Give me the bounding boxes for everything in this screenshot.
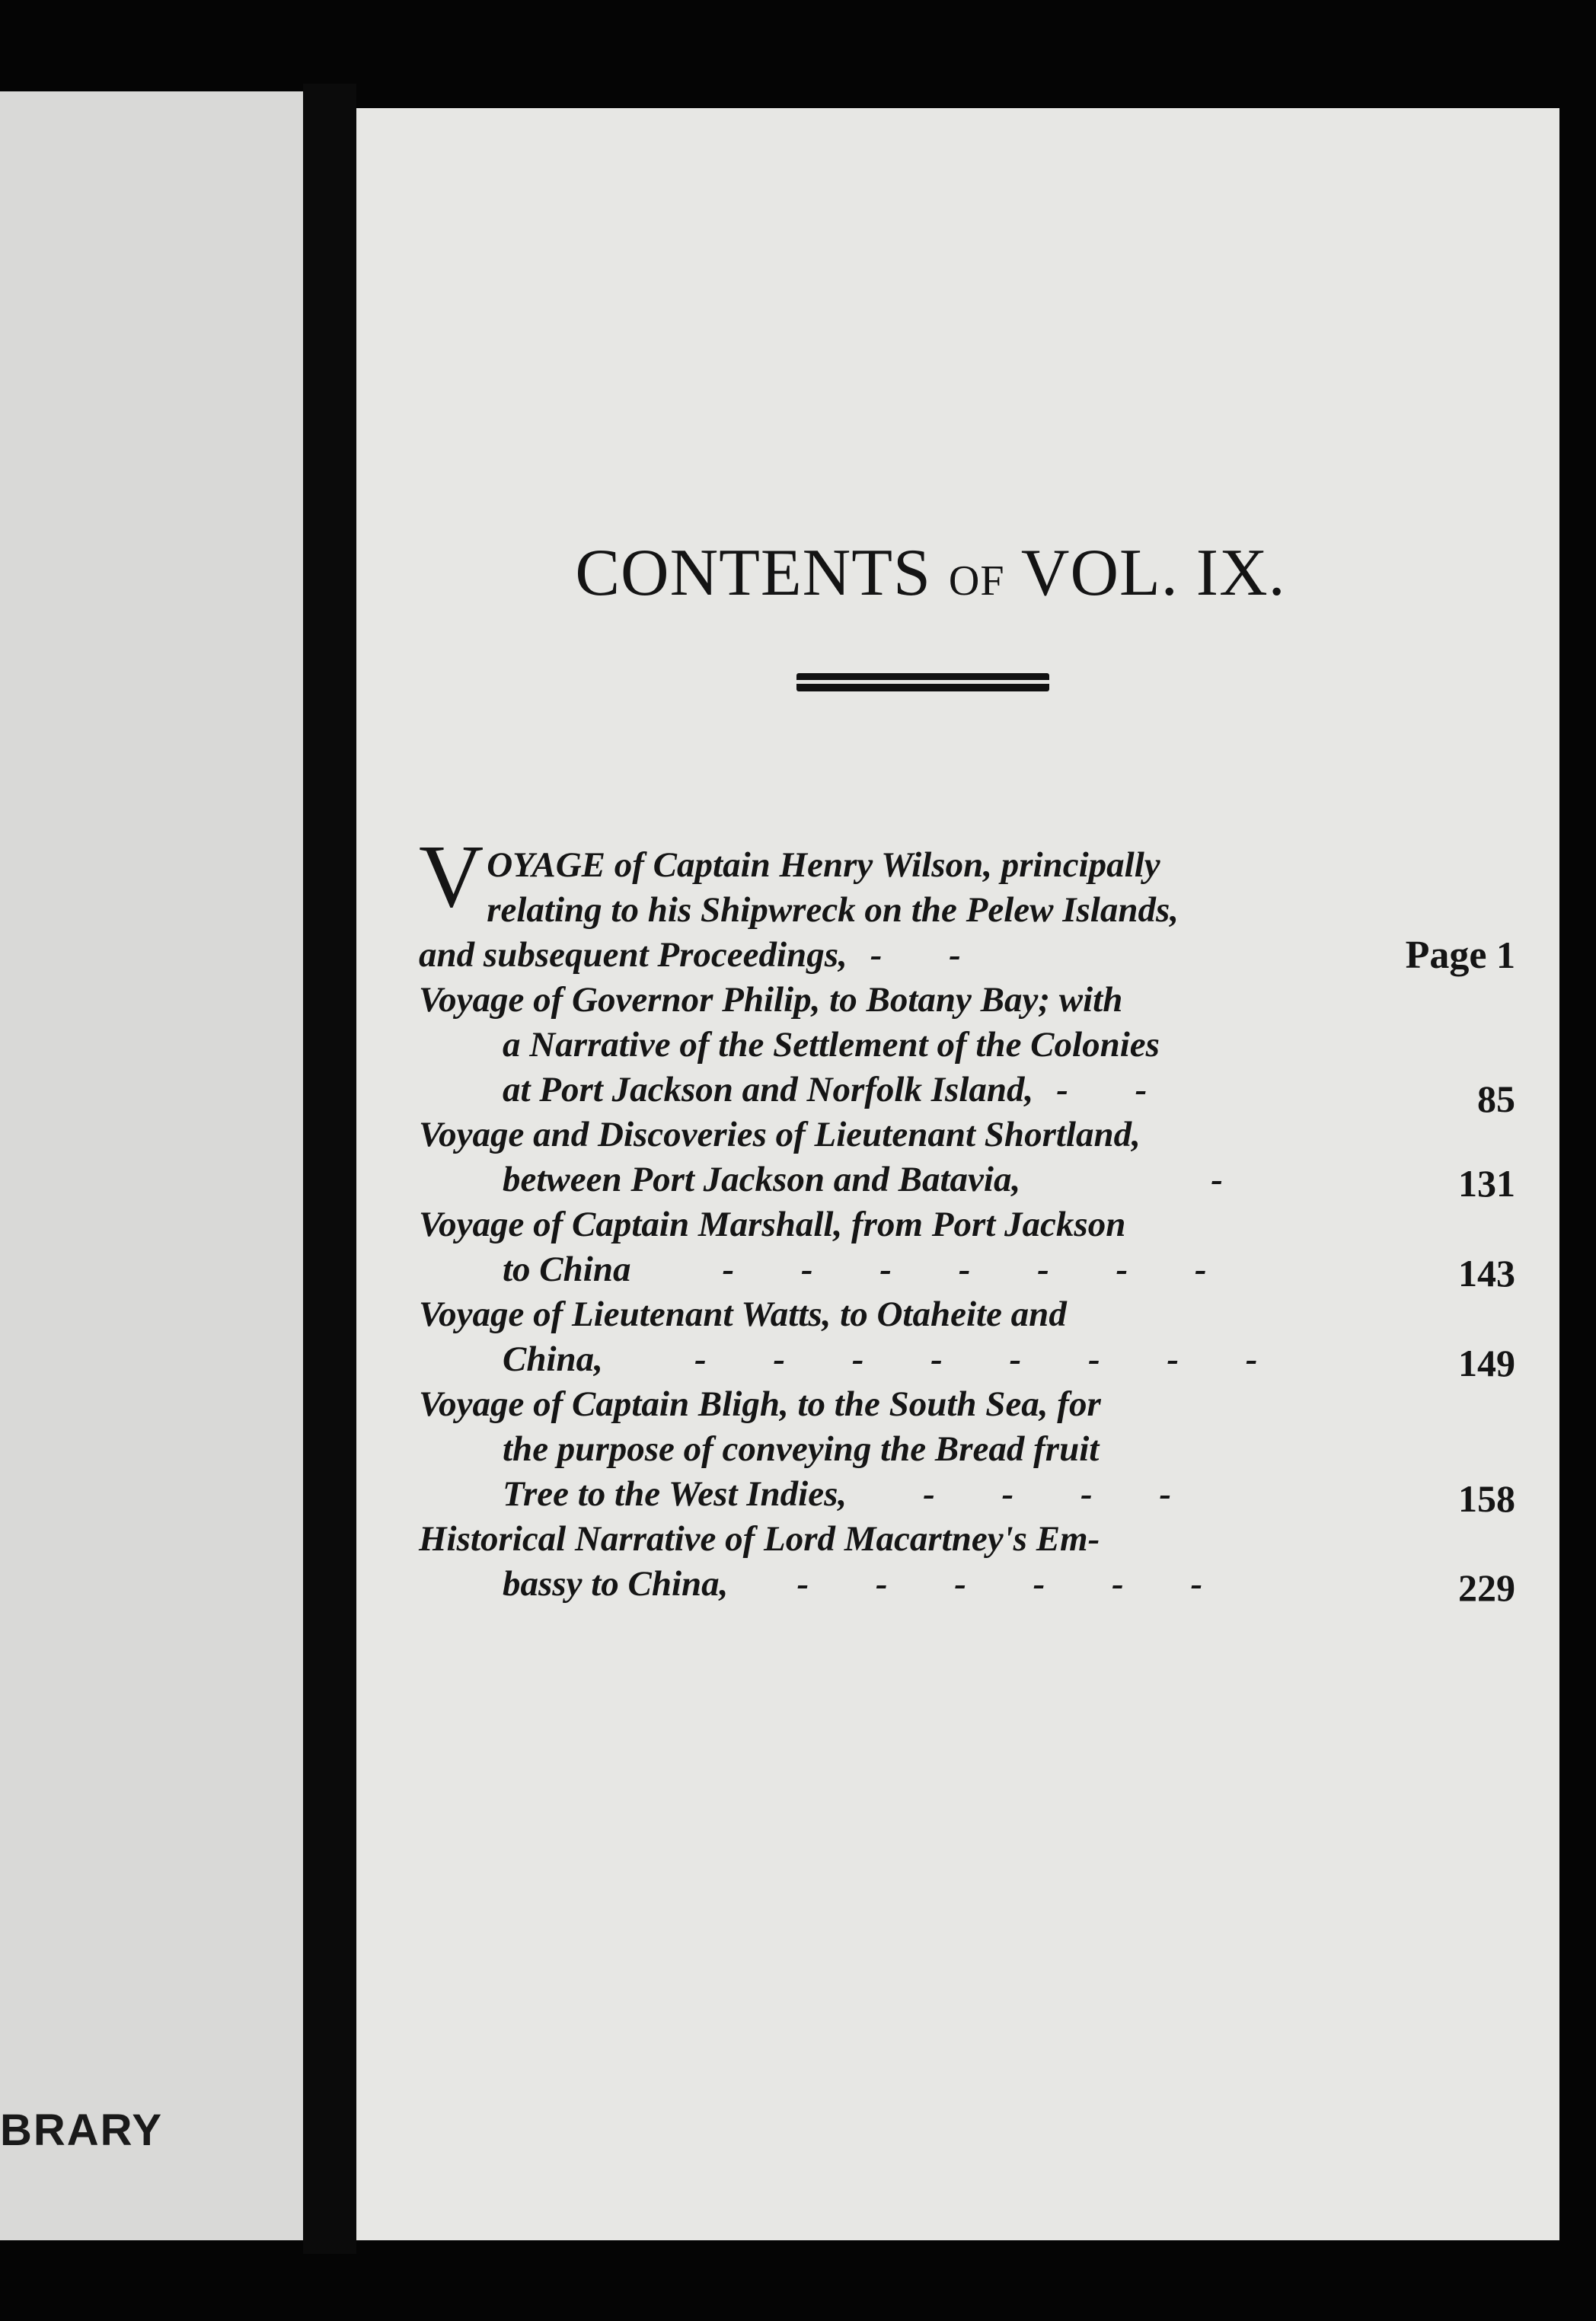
toc-entry-watts (419, 1292, 1515, 1382)
entry-line-text: and subsequent Proceedings, (419, 935, 847, 975)
entry-line: Voyage of Captain Marshall, from Port Jackson (419, 1205, 1126, 1244)
entry-line: OYAGE of Captain Henry Wilson, principally (487, 845, 1160, 885)
toc-entry-wilson (419, 826, 1515, 978)
entry-line-text: at Port Jackson and Norfolk Island, (503, 1070, 1034, 1109)
toc-entry-macartney (419, 1517, 1515, 1607)
title-contents: CONTENTS (575, 536, 931, 610)
page-number: 131 (1458, 1162, 1515, 1205)
toc-entry-bligh (419, 1382, 1515, 1520)
table-of-contents (419, 826, 1515, 1609)
entry-line (419, 933, 1515, 978)
entry-line (419, 1472, 1515, 1517)
dot-leaders: - - - - - - - - (694, 1339, 1287, 1379)
page-label: Page (1405, 934, 1487, 977)
dot-leaders: - - - - (923, 1474, 1201, 1514)
toc-entry-marshall (419, 1202, 1515, 1295)
entry-line: Historical Narrative of Lord Macartney's Em- (419, 1519, 1100, 1559)
entry-line: Voyage of Captain Bligh, to the South Sea, for (419, 1384, 1101, 1424)
entry-line: a Narrative of the Settlement of the Colonies (503, 1025, 1160, 1065)
entry-line: Voyage and Discoveries of Lieutenant Shortland, (419, 1115, 1141, 1154)
entry-line (419, 1068, 1515, 1113)
entry-line-text: Tree to the West Indies, (503, 1474, 847, 1514)
page-number (1406, 933, 1515, 978)
page-number: 229 (1458, 1566, 1515, 1609)
entry-line (419, 1562, 1515, 1607)
entry-line-text: China, (503, 1339, 603, 1379)
drop-initial: V (419, 826, 484, 926)
title-of: OF (948, 557, 1005, 605)
entry-line-text: bassy to China, (503, 1564, 729, 1604)
library-stamp: BRARY (0, 2106, 164, 2155)
dot-leaders: - - (1056, 1070, 1176, 1109)
entry-line-text: between Port Jackson and Batavia, (503, 1160, 1021, 1199)
left-facing-page (0, 91, 303, 2240)
contents-page (356, 108, 1559, 2240)
dot-leaders: - - - - - - - (722, 1250, 1236, 1289)
dot-leaders: - - (870, 935, 990, 975)
entry-line (419, 1247, 1515, 1292)
title-volume: VOL. IX. (1020, 536, 1286, 610)
entry-line: relating to his Shipwreck on the Pelew Islands, (487, 890, 1179, 930)
page-number: 85 (1477, 1077, 1515, 1120)
entry-line: Voyage of Governor Philip, to Botany Bay; with (419, 980, 1123, 1020)
page-title (527, 535, 1334, 611)
page-number: 143 (1458, 1252, 1515, 1295)
toc-entry-shortland (419, 1113, 1515, 1205)
entry-line (419, 1337, 1515, 1382)
page-number: 158 (1458, 1477, 1515, 1520)
book-gutter (303, 84, 356, 2254)
entry-line (419, 1157, 1515, 1202)
page-number: 149 (1458, 1342, 1515, 1384)
entry-line-text: to China (503, 1250, 631, 1289)
entry-line: Voyage of Lieutenant Watts, to Otaheite and (419, 1295, 1067, 1334)
decorative-rule (796, 673, 1049, 691)
dot-leaders: - - - - - - (796, 1564, 1232, 1604)
entry-line: the purpose of conveying the Bread fruit (503, 1429, 1100, 1469)
page-value: 1 (1496, 934, 1515, 976)
dot-leaders: - (1211, 1160, 1252, 1199)
toc-entry-philip (419, 978, 1515, 1120)
